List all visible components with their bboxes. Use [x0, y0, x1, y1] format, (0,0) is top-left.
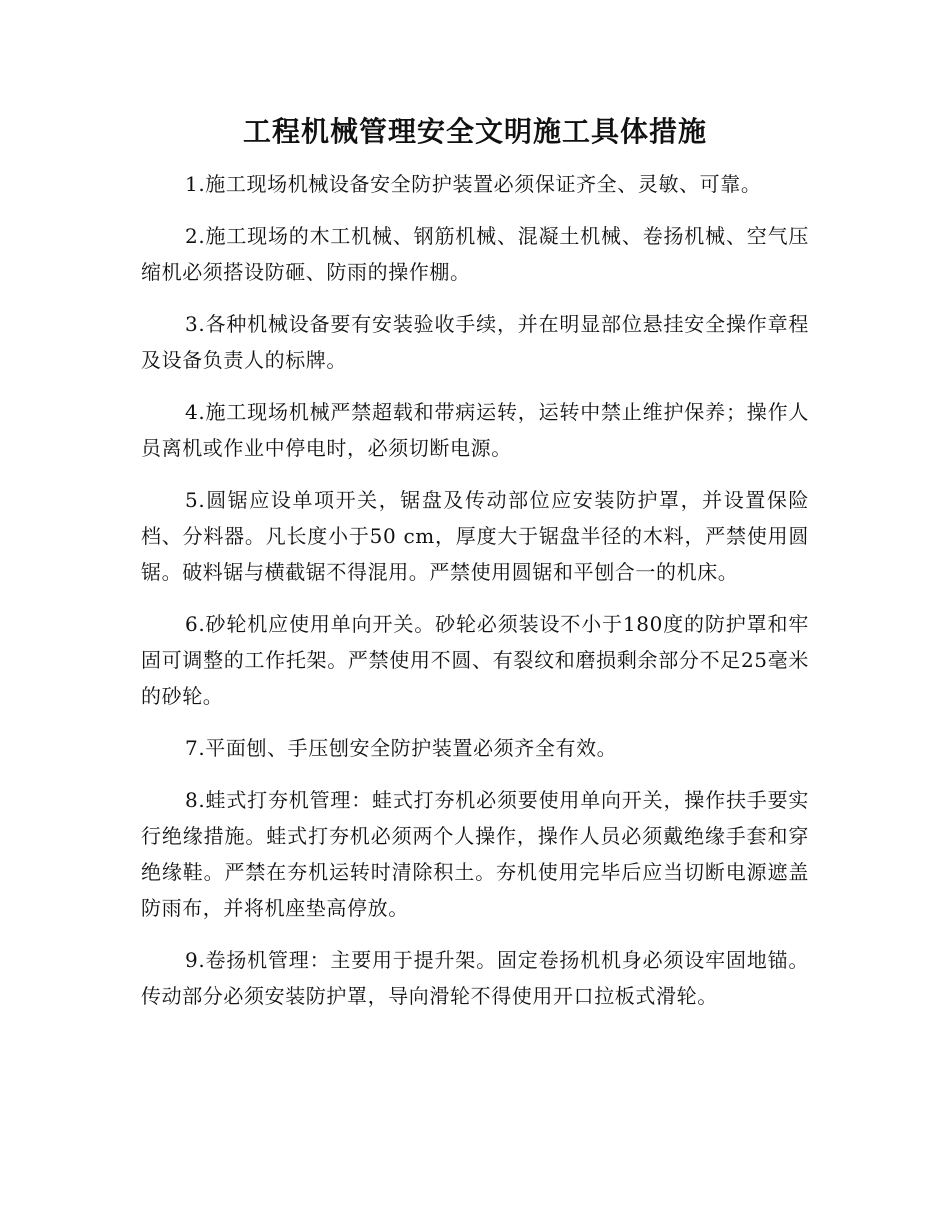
document-title: 工程机械管理安全文明施工具体措施: [242, 115, 707, 148]
document-body: [141, 166, 809, 1030]
paragraph-8: 8.蛙式打夯机管理：蛙式打夯机必须要使用单向开关，操作扶手要实行绝缘措施。蛙式打夯机必须两个人操作，操作人员必须戴绝缘手套和穿绝缘鞋。严禁在夯机运转时清除积土。夯机使用完毕后应当切断电源遮盖防雨布，并将机座垫高停放。: [141, 788, 809, 920]
paragraph-2: 2.施工现场的木工机械、钢筋机械、混凝土机械、卷扬机械、空气压缩机必须搭设防砸、防雨的操作棚。: [141, 224, 809, 284]
paragraph-9: 9.卷扬机管理：主要用于提升架。固定卷扬机机身必须设牢固地锚。传动部分必须安装防护罩，导向滑轮不得使用开口拉板式滑轮。: [141, 948, 809, 1008]
paragraph-4: 4.施工现场机械严禁超载和带病运转，运转中禁止维护保养；操作人员离机或作业中停电时，必须切断电源。: [141, 400, 809, 460]
paragraph-5: 5.圆锯应设单项开关，锯盘及传动部位应安装防护罩，并设置保险档、分料器。凡长度小于50 cm，厚度大于锯盘半径的木料，严禁使用圆锯。破料锯与横截锯不得混用。严禁使用圆锯和平刨合一的机床。: [141, 488, 809, 584]
paragraph-6: 6.砂轮机应使用单向开关。砂轮必须装设不小于180度的防护罩和牢固可调整的工作托架。严禁使用不圆、有裂纹和磨损剩余部分不足25毫米的砂轮。: [141, 612, 809, 708]
paragraph-3: 3.各种机械设备要有安装验收手续，并在明显部位悬挂安全操作章程及设备负责人的标牌。: [141, 312, 809, 372]
paragraph-1: 1.施工现场机械设备安全防护装置必须保证齐全、灵敏、可靠。: [185, 172, 762, 196]
paragraph-7: 7.平面刨、手压刨安全防护装置必须齐全有效。: [185, 736, 618, 760]
